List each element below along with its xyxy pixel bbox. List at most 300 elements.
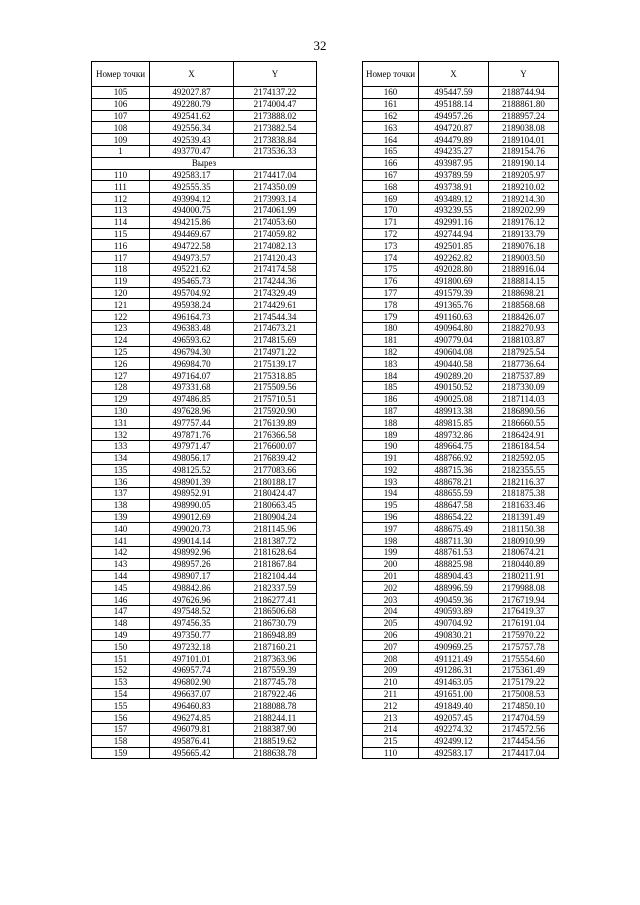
x-cell: 491365.76 [419,299,489,311]
point-number-cell: 143 [92,558,150,570]
x-cell: 492280.79 [150,98,234,110]
x-cell: 495465.73 [150,275,234,287]
coordinates-table-right [362,61,559,759]
y-cell: 2174244.36 [234,275,317,287]
point-number-cell: 198 [363,535,419,547]
point-number-cell: 192 [363,464,419,476]
x-cell: 496794.30 [150,346,234,358]
x-cell: 496460.83 [150,700,234,712]
table-header-row [92,62,317,87]
point-number-cell: 204 [363,606,419,618]
y-cell: 2188814.15 [489,275,559,287]
point-number-cell: 132 [92,429,150,441]
table-row [92,606,317,618]
x-cell: 497626.96 [150,594,234,606]
y-cell: 2174704.59 [489,712,559,724]
point-number-cell: 144 [92,570,150,582]
header-point-number: Номер точки [363,62,419,87]
point-number-cell: 173 [363,240,419,252]
table-row [92,110,317,122]
point-number-cell: 200 [363,558,419,570]
table-row [363,641,559,653]
point-number-cell: 106 [92,98,150,110]
table-row [92,87,317,99]
x-cell: 499020.73 [150,523,234,535]
x-cell: 497548.52 [150,606,234,618]
table-row [363,322,559,334]
y-cell: 2174350.09 [234,181,317,193]
table-row [363,334,559,346]
x-cell: 491849.40 [419,700,489,712]
point-number-cell: 123 [92,322,150,334]
table-row [363,665,559,677]
table-row [363,157,559,169]
y-cell: 2180674.21 [489,547,559,559]
y-cell: 2174544.34 [234,311,317,323]
x-cell: 491121.49 [419,653,489,665]
table-row [363,629,559,641]
y-cell: 2188861.80 [489,98,559,110]
table-row [363,287,559,299]
y-cell: 2180440.89 [489,558,559,570]
table-row [92,499,317,511]
x-cell: 497486.85 [150,393,234,405]
table-row [363,511,559,523]
point-number-cell: 166 [363,157,419,169]
point-number-cell: 116 [92,240,150,252]
x-cell: 495221.62 [150,263,234,275]
x-cell: 498957.26 [150,558,234,570]
x-cell: 497101.01 [150,653,234,665]
table-row [92,252,317,264]
point-number-cell: 174 [363,252,419,264]
y-cell: 2174572.56 [489,724,559,736]
table-row [363,252,559,264]
table-row [363,393,559,405]
table-row [92,193,317,205]
y-cell: 2189202.99 [489,204,559,216]
y-cell: 2174053.60 [234,216,317,228]
x-cell: 494215.86 [150,216,234,228]
x-cell: 491286.31 [419,665,489,677]
y-cell: 2186730.79 [234,617,317,629]
y-cell: 2174004.47 [234,98,317,110]
table-header-row [363,62,559,87]
point-number-cell: 207 [363,641,419,653]
point-number-cell: 137 [92,488,150,500]
table-row [363,181,559,193]
y-cell: 2180188.17 [234,476,317,488]
point-number-cell: 169 [363,193,419,205]
table-row [92,735,317,747]
y-cell: 2189205.97 [489,169,559,181]
point-number-cell: 162 [363,110,419,122]
point-number-cell: 187 [363,405,419,417]
x-cell: 491463.05 [419,676,489,688]
x-cell: 489664.75 [419,440,489,452]
x-cell: 497232.18 [150,641,234,653]
point-number-cell: 111 [92,181,150,193]
y-cell: 2188244.11 [234,712,317,724]
point-number-cell: 186 [363,393,419,405]
y-cell: 2175970.22 [489,629,559,641]
table-row [92,440,317,452]
table-row [363,122,559,134]
point-number-cell: 128 [92,381,150,393]
table-row [363,228,559,240]
x-cell: 498990.05 [150,499,234,511]
x-cell: 492501.85 [419,240,489,252]
y-cell: 2174417.04 [234,169,317,181]
table-row [363,476,559,488]
table-row [92,346,317,358]
point-number-cell: 158 [92,735,150,747]
point-number-cell: 170 [363,204,419,216]
table-row [92,311,317,323]
y-cell: 2174329.49 [234,287,317,299]
y-cell: 2182116.37 [489,476,559,488]
table-row [92,747,317,759]
y-cell: 2188519.62 [234,735,317,747]
y-cell: 2174061.99 [234,204,317,216]
y-cell: 2173536.33 [234,145,317,157]
table-row [92,405,317,417]
y-cell: 2181145.96 [234,523,317,535]
point-number-cell: 136 [92,476,150,488]
point-number-cell: 113 [92,204,150,216]
x-cell: 496957.74 [150,665,234,677]
table-row [92,582,317,594]
x-cell: 490025.08 [419,393,489,405]
point-number-cell: 129 [92,393,150,405]
y-cell: 2174059.82 [234,228,317,240]
table-row [92,594,317,606]
point-number-cell: 120 [92,287,150,299]
table-row [363,216,559,228]
point-number-cell: 171 [363,216,419,228]
point-number-cell: 176 [363,275,419,287]
x-cell: 492057.45 [419,712,489,724]
x-cell: 493738.91 [419,181,489,193]
y-cell: 2188744.94 [489,87,559,99]
table-row [92,263,317,275]
x-cell: 488904.43 [419,570,489,582]
y-cell: 2177083.66 [234,464,317,476]
y-cell: 2182592.05 [489,452,559,464]
point-number-cell: 203 [363,594,419,606]
point-number-cell: 164 [363,134,419,146]
point-number-cell: 215 [363,735,419,747]
point-number-cell: 133 [92,440,150,452]
table-row [363,653,559,665]
y-cell: 2180211.91 [489,570,559,582]
point-number-cell: 138 [92,499,150,511]
x-cell: 499014.14 [150,535,234,547]
y-cell: 2188916.04 [489,263,559,275]
y-cell: 2187925.54 [489,346,559,358]
point-number-cell: 139 [92,511,150,523]
point-number-cell: 205 [363,617,419,629]
x-cell: 488766.92 [419,452,489,464]
x-cell: 491651.00 [419,688,489,700]
table-row [363,193,559,205]
table-row [92,122,317,134]
y-cell: 2176191.04 [489,617,559,629]
point-number-cell: 1 [92,145,150,157]
y-cell: 2180910.99 [489,535,559,547]
y-cell: 2175318.85 [234,370,317,382]
table-row [92,322,317,334]
x-cell: 497456.35 [150,617,234,629]
table-row [92,299,317,311]
point-number-cell: 152 [92,665,150,677]
y-cell: 2187160.21 [234,641,317,653]
point-number-cell: 157 [92,724,150,736]
x-cell: 489815.85 [419,417,489,429]
y-cell: 2175554.60 [489,653,559,665]
x-cell: 498056.17 [150,452,234,464]
table-row [363,558,559,570]
y-cell: 2188088.78 [234,700,317,712]
y-cell: 2176839.42 [234,452,317,464]
table-row [363,429,559,441]
point-number-cell: 214 [363,724,419,736]
point-number-cell: 213 [363,712,419,724]
table-row [92,641,317,653]
table-row [363,488,559,500]
point-number-cell: 178 [363,299,419,311]
x-cell: 492541.62 [150,110,234,122]
point-number-cell: 146 [92,594,150,606]
point-number-cell: 175 [363,263,419,275]
table-row [363,134,559,146]
table-row [92,617,317,629]
y-cell: 2181867.84 [234,558,317,570]
point-number-cell: 165 [363,145,419,157]
x-cell: 490704.92 [419,617,489,629]
section-label: Вырез [92,157,317,169]
point-number-cell: 212 [363,700,419,712]
y-cell: 2187922.46 [234,688,317,700]
table-row [363,87,559,99]
point-number-cell: 126 [92,358,150,370]
point-number-cell: 206 [363,629,419,641]
point-number-cell: 125 [92,346,150,358]
y-cell: 2173993.14 [234,193,317,205]
y-cell: 2181875.38 [489,488,559,500]
y-cell: 2187363.96 [234,653,317,665]
table-row [363,582,559,594]
y-cell: 2188103.87 [489,334,559,346]
x-cell: 492028.80 [419,263,489,275]
point-number-cell: 110 [92,169,150,181]
y-cell: 2181387.72 [234,535,317,547]
x-cell: 488825.98 [419,558,489,570]
point-number-cell: 168 [363,181,419,193]
header-y: Y [234,62,317,87]
table-row [92,488,317,500]
table-row [92,452,317,464]
table-row [363,688,559,700]
point-number-cell: 110 [363,747,419,759]
x-cell: 492583.17 [419,747,489,759]
table-row [363,311,559,323]
table-row [363,440,559,452]
point-number-cell: 141 [92,535,150,547]
x-cell: 492027.87 [150,87,234,99]
x-cell: 490964.80 [419,322,489,334]
table-row [92,629,317,641]
y-cell: 2186890.56 [489,405,559,417]
x-cell: 488711.30 [419,535,489,547]
x-cell: 490779.04 [419,334,489,346]
table-row [363,169,559,181]
x-cell: 497757.44 [150,417,234,429]
x-cell: 490150.52 [419,381,489,393]
point-number-cell: 199 [363,547,419,559]
point-number-cell: 188 [363,417,419,429]
y-cell: 2188426.07 [489,311,559,323]
table-row [92,558,317,570]
x-cell: 492262.82 [419,252,489,264]
table-row [363,700,559,712]
point-number-cell: 119 [92,275,150,287]
point-number-cell: 177 [363,287,419,299]
table-row [363,735,559,747]
table-row [92,688,317,700]
y-cell: 2182337.59 [234,582,317,594]
x-cell: 492274.32 [419,724,489,736]
y-cell: 2175920.90 [234,405,317,417]
x-cell: 495938.24 [150,299,234,311]
table-row [363,275,559,287]
y-cell: 2182104.44 [234,570,317,582]
table-row [92,535,317,547]
x-cell: 496274.85 [150,712,234,724]
x-cell: 497164.07 [150,370,234,382]
point-number-cell: 150 [92,641,150,653]
table-row [92,417,317,429]
table-row [363,358,559,370]
point-number-cell: 107 [92,110,150,122]
x-cell: 490459.36 [419,594,489,606]
x-cell: 494720.87 [419,122,489,134]
table-row [92,712,317,724]
x-cell: 495704.92 [150,287,234,299]
point-number-cell: 115 [92,228,150,240]
x-cell: 497871.76 [150,429,234,441]
point-number-cell: 134 [92,452,150,464]
y-cell: 2174673.21 [234,322,317,334]
y-cell: 2189133.79 [489,228,559,240]
y-cell: 2176719.94 [489,594,559,606]
point-number-cell: 163 [363,122,419,134]
x-cell: 496593.62 [150,334,234,346]
table-row [92,547,317,559]
point-number-cell: 112 [92,193,150,205]
y-cell: 2187114.03 [489,393,559,405]
y-cell: 2176600.07 [234,440,317,452]
table-row [363,570,559,582]
table-row [92,665,317,677]
y-cell: 2174137.22 [234,87,317,99]
y-cell: 2181150.38 [489,523,559,535]
table-row [92,429,317,441]
coordinates-table-left [91,61,317,759]
x-cell: 488647.58 [419,499,489,511]
x-cell: 496802.90 [150,676,234,688]
header-point-number: Номер точки [92,62,150,87]
y-cell: 2188957.24 [489,110,559,122]
table-row [363,747,559,759]
point-number-cell: 211 [363,688,419,700]
x-cell: 498992.96 [150,547,234,559]
point-number-cell: 210 [363,676,419,688]
table-row [363,417,559,429]
table-row [92,358,317,370]
point-number-cell: 209 [363,665,419,677]
table-row [92,228,317,240]
point-number-cell: 189 [363,429,419,441]
table-row [363,594,559,606]
table-row [92,240,317,252]
x-cell: 498907.17 [150,570,234,582]
x-cell: 492991.16 [419,216,489,228]
table-row [92,676,317,688]
table-row [363,381,559,393]
y-cell: 2174417.04 [489,747,559,759]
y-cell: 2188568.68 [489,299,559,311]
point-number-cell: 114 [92,216,150,228]
y-cell: 2181633.46 [489,499,559,511]
table-row [363,547,559,559]
point-number-cell: 121 [92,299,150,311]
x-cell: 490969.25 [419,641,489,653]
point-number-cell: 182 [363,346,419,358]
point-number-cell: 145 [92,582,150,594]
table-row [363,724,559,736]
point-number-cell: 159 [92,747,150,759]
x-cell: 493789.59 [419,169,489,181]
y-cell: 2175509.56 [234,381,317,393]
point-number-cell: 193 [363,476,419,488]
y-cell: 2186506.68 [234,606,317,618]
x-cell: 491160.63 [419,311,489,323]
point-number-cell: 191 [363,452,419,464]
table-row [363,405,559,417]
x-cell: 496984.70 [150,358,234,370]
x-cell: 488715.36 [419,464,489,476]
x-cell: 498125.52 [150,464,234,476]
table-row [92,98,317,110]
x-cell: 492539.43 [150,134,234,146]
y-cell: 2189214.30 [489,193,559,205]
table-row [363,204,559,216]
table-row [363,263,559,275]
point-number-cell: 153 [92,676,150,688]
x-cell: 493239.55 [419,204,489,216]
table-row [92,181,317,193]
x-cell: 488675.49 [419,523,489,535]
y-cell: 2189104.01 [489,134,559,146]
y-cell: 2174971.22 [234,346,317,358]
table-row [363,499,559,511]
point-number-cell: 109 [92,134,150,146]
point-number-cell: 197 [363,523,419,535]
x-cell: 494235.27 [419,145,489,157]
x-cell: 489732.86 [419,429,489,441]
point-number-cell: 194 [363,488,419,500]
